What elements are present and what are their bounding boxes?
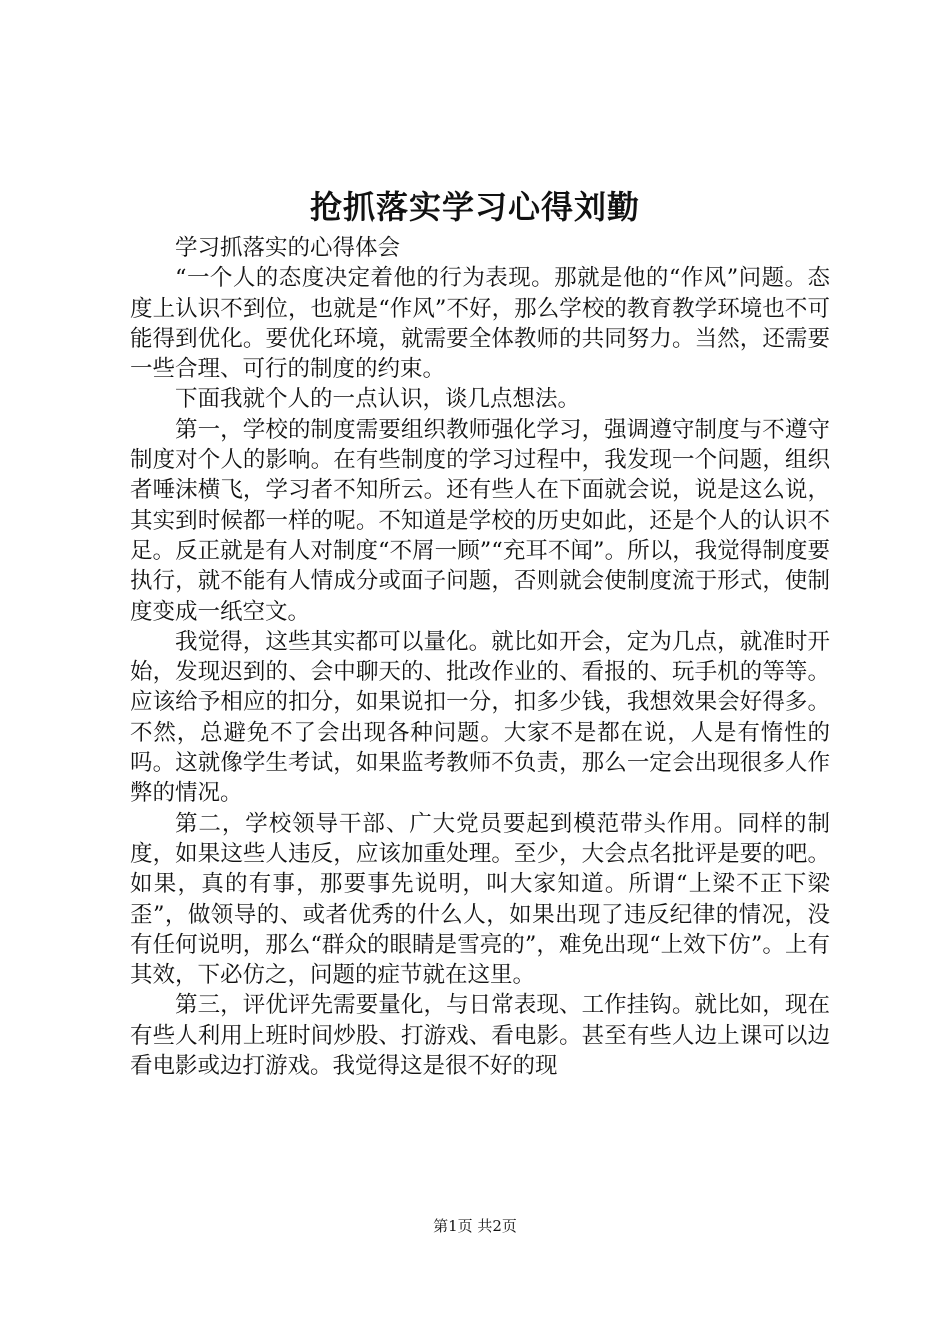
document-body xyxy=(130,233,830,1081)
paragraph-transition: 下面我就个人的一点认识，谈几点想法。 xyxy=(175,386,581,413)
paragraph-subtitle: 学习抓落实的心得体会 xyxy=(175,235,401,261)
paragraph-intro: “一个人的态度决定着他的行为表现。那就是他的“作风”问题。态度上认识不到位，也就是“作风”不好，那么学校的教育教学环境也不可能得到优化。要优化环境，就需要全体教师的共同努力。当然，还需要一些合理、可行的制度的约束。 xyxy=(130,265,830,383)
paragraph-quantify: 我觉得，这些其实都可以量化。就比如开会，定为几点，就准时开始，发现迟到的、会中聊天的、批改作业的、看报的、玩手机的等等。应该给予相应的扣分，如果说扣一分，扣多少钱，我想效果会好得多。不然，总避免不了会出现各种问题。大家不是都在说，人是有惰性的吗。这就像学生考试，如果监考教师不负责，那么一定会出现很多人作弊的情况。 xyxy=(130,628,830,807)
document-title: 抢抓落实学习心得刘勤 xyxy=(309,188,640,226)
page-footer: 第1页 共2页 xyxy=(433,1217,517,1235)
paragraph-point-three: 第三，评优评先需要量化，与日常表现、工作挂钩。就比如，现在有些人利用上班时间炒股、打游戏、看电影。甚至有些人边上课可以边看电影或边打游戏。我觉得这是很不好的现 xyxy=(130,992,830,1080)
paragraph-point-one: 第一，学校的制度需要组织教师强化学习，强调遵守制度与不遵守制度对个人的影响。在有些制度的学习过程中，我发现一个问题，组织者唾沫横飞，学习者不知所云。还有些人在下面就会说，说是这么说，其实到时候都一样的呢。不知道是学校的历史如此，还是个人的认识不足。反正就是有人对制度“不屑一顾”“充耳不闻”。所以，我觉得制度要执行，就不能有人情成分或面子问题，否则就会使制度流于形式，使制度变成一纸空文。 xyxy=(130,416,830,625)
paragraph-point-two: 第二，学校领导干部、广大党员要起到模范带头作用。同样的制度，如果这些人违反，应该加重处理。至少，大会点名批评是要的吧。如果，真的有事，那要事先说明，叫大家知道。所谓“上梁不正下梁歪”，做领导的、或者优秀的什么人，如果出现了违反纪律的情况，没有任何说明，那么“群众的眼睛是雪亮的”，难免出现“上效下仿”。上有其效，下必仿之，问题的症节就在这里。 xyxy=(130,810,830,989)
